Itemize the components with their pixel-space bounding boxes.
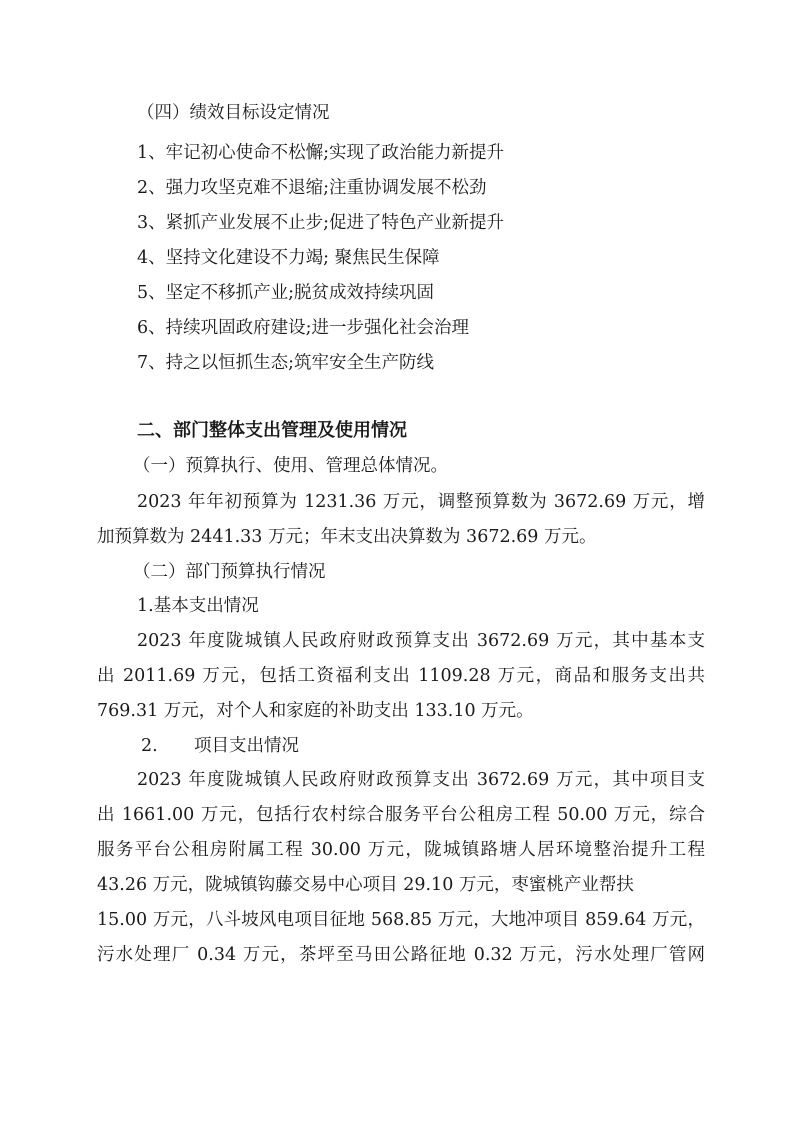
sub-1-title: （一）预算执行、使用、管理总体情况。 xyxy=(133,456,448,476)
basic-para-line-3: 769.31 万元，对个人和家庭的补助支出 133.10 万元。 xyxy=(97,701,534,721)
sub-1-para-line-1: 2023 年年初预算为 1231.36 万元，调整预算数为 3672.69 万元，增 xyxy=(137,492,705,512)
target-item-1: 1、牢记初心使命不松懈;实现了政治能力新提升 xyxy=(137,143,505,163)
project-para-line-2: 出 1661.00 万元，包括行农村综合服务平台公租房工程 50.00 万元，综合 xyxy=(97,805,705,825)
target-item-7: 7、持之以恒抓生态;筑牢安全生产防线 xyxy=(137,353,435,373)
target-item-6: 6、持续巩固政府建设;进一步强化社会治理 xyxy=(137,318,470,338)
basic-expenditure-title: 1.基本支出情况 xyxy=(137,596,259,616)
project-para-line-5: 15.00 万元，八斗坡风电项目征地 568.85 万元，大地冲项目 859.64 万元， xyxy=(97,910,705,930)
basic-para-line-1: 2023 年度陇城镇人民政府财政预算支出 3672.69 万元，其中基本支 xyxy=(137,631,705,651)
target-item-5: 5、坚定不移抓产业;脱贫成效持续巩固 xyxy=(137,283,435,303)
project-expenditure-title: 项目支出情况 xyxy=(194,736,299,756)
target-item-2: 2、强力攻坚克难不退缩;注重协调发展不松劲 xyxy=(137,178,487,198)
project-para-line-1: 2023 年度陇城镇人民政府财政预算支出 3672.69 万元，其中项目支 xyxy=(137,770,705,790)
basic-para-line-2: 出 2011.69 万元，包括工资福利支出 1109.28 万元，商品和服务支出共 xyxy=(97,666,705,686)
project-para-line-3: 服务平台公租房附属工程 30.00 万元，陇城镇路塘人居环境整治提升工程 xyxy=(97,840,705,860)
project-para-line-6: 污水处理厂 0.34 万元，茶坪至马田公路征地 0.32 万元，污水处理厂管网 xyxy=(97,945,705,965)
project-expenditure-number: 2. xyxy=(141,736,158,756)
section-4-title: （四）绩效目标设定情况 xyxy=(137,103,330,123)
target-item-3: 3、紧抓产业发展不止步;促进了特色产业新提升 xyxy=(137,213,505,233)
part-2-heading: 二、部门整体支出管理及使用情况 xyxy=(137,420,407,441)
sub-2-title: （二）部门预算执行情况 xyxy=(133,562,326,582)
target-item-4: 4、坚持文化建设不力竭; 聚焦民生保障 xyxy=(137,248,440,268)
sub-1-para-line-2: 加预算数为 2441.33 万元；年末支出决算数为 3672.69 万元。 xyxy=(97,527,597,547)
project-para-line-4: 43.26 万元，陇城镇钩藤交易中心项目 29.10 万元，枣蜜桃产业帮扶 xyxy=(97,875,634,895)
